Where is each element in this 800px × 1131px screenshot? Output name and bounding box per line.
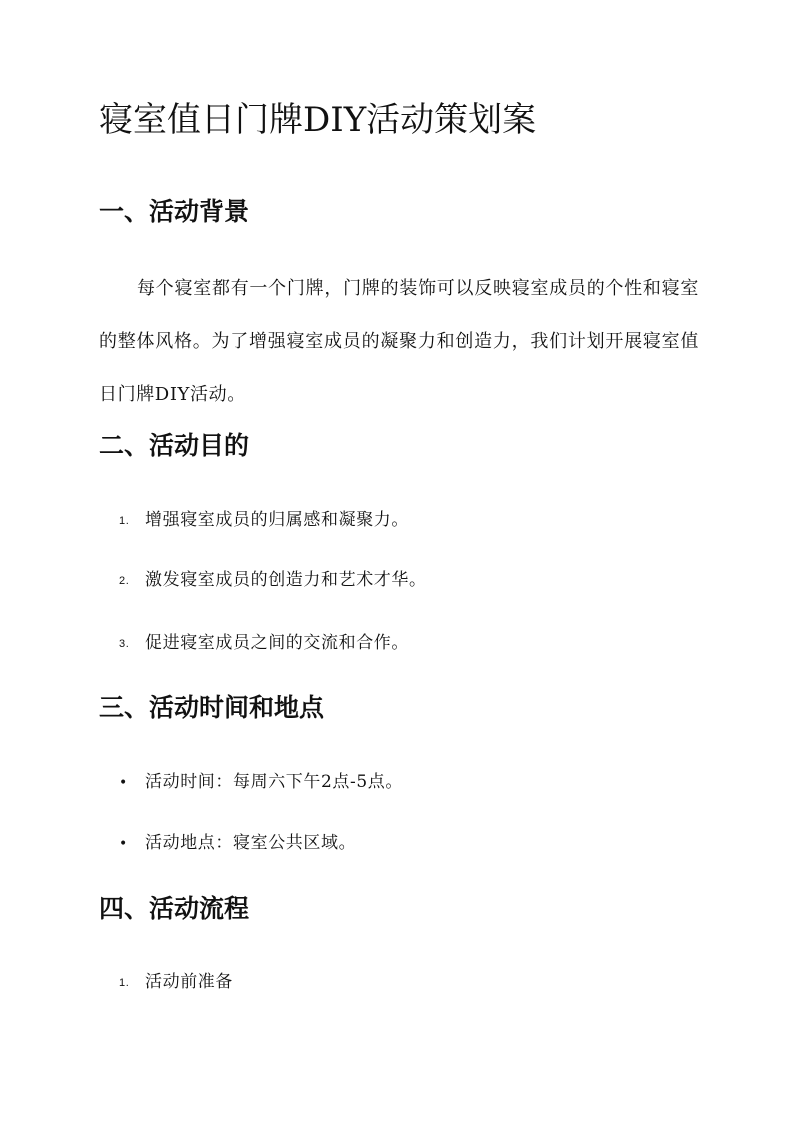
bullet-icon: • [119, 774, 128, 791]
list-number: 2. [119, 574, 130, 587]
list-item [119, 828, 356, 859]
section-heading-process: 四、活动流程 [99, 894, 250, 923]
document-title: 寝室值日门牌DIY活动策划案 [99, 100, 537, 140]
list-item [119, 967, 233, 998]
background-paragraph: 每个寝室都有一个门牌，门牌的装饰可以反映寝室成员的个性和寝室的整体风格。为了增强寝室成员的凝聚力和创造力，我们计划开展寝室值日门牌DIY活动。 [99, 278, 699, 405]
bullet-icon: • [119, 835, 128, 852]
list-number: 1. [119, 976, 130, 989]
list-item-text: 活动时间：每周六下午2点-5点。 [145, 772, 403, 792]
list-item-text: 活动前准备 [145, 972, 233, 992]
section-heading-background: 一、活动背景 [99, 197, 250, 226]
list-item [119, 628, 409, 659]
list-item [119, 565, 427, 596]
list-item-text: 激发寝室成员的创造力和艺术才华。 [145, 570, 427, 590]
section-heading-purpose: 二、活动目的 [99, 431, 250, 460]
list-number: 1. [119, 514, 130, 527]
list-item [119, 767, 403, 798]
list-item-text: 活动地点：寝室公共区域。 [145, 833, 357, 853]
section-heading-time-place: 三、活动时间和地点 [99, 693, 325, 722]
list-item-text: 增强寝室成员的归属感和凝聚力。 [145, 510, 409, 530]
list-item [119, 505, 409, 536]
list-item-text: 促进寝室成员之间的交流和合作。 [145, 633, 409, 653]
list-number: 3. [119, 637, 130, 650]
